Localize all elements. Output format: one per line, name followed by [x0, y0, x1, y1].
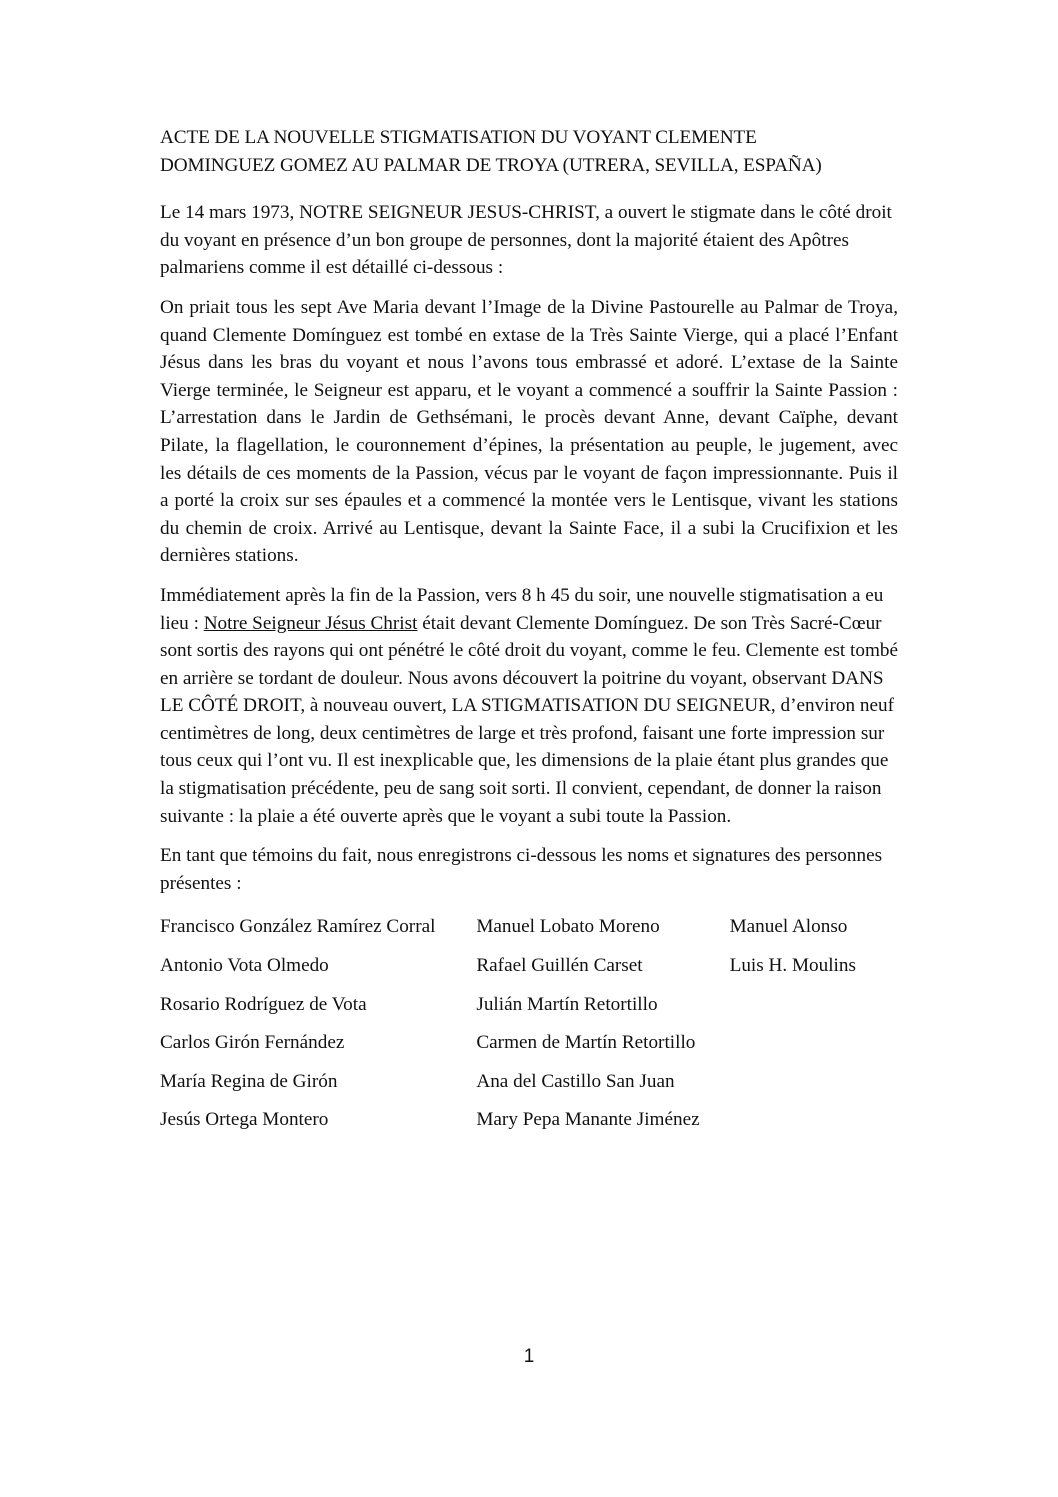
witness-name: Francisco González Ramírez Corral	[160, 916, 436, 938]
witness-row	[160, 913, 898, 952]
underlined-phrase: Notre Seigneur Jésus Christ	[203, 612, 418, 634]
witness-name: Rosario Rodríguez de Vota	[160, 993, 367, 1015]
witness-name: Rafael Guillén Carset	[476, 955, 643, 977]
witness-name: Julián Martín Retortillo	[476, 993, 658, 1015]
paragraph-passion: On priait tous les sept Ave Maria devant l’Image de la Divine Pastourelle au Palmar de Troya, quand Clemente Domínguez est tombé en extase de la Très Sainte Vierge, qui a placé l’Enfant Jésus dans les bras du voyant et nous l’avons tous embrassé et adoré. L’extase de la Sainte Vierge terminée, le Seigneur est apparu, et le voyant a commencé a souffrir la Sainte Passion : L’arrestation dans le Jardin de Gethsémani, le procès devant Anne, devant Caïphe, devant Pilate, la flagellation, le couronnement d’épines, la présentation au peuple, le jugement, avec les détails de ces moments de la Passion, vécus par le voyant de façon impressionnante. Puis il a porté la croix sur ses épaules et a commencé la montée vers le Lentisque, vivant les stations du chemin de croix. Arrivé au Lentisque, devant la Sainte Face, il a subi la Crucifixion et les dernières stations.	[160, 296, 898, 567]
paragraph-witnesses-intro: En tant que témoins du fait, nous enregistrons ci-dessous les noms et signatures des personnes présentes :	[160, 845, 883, 894]
paragraph-stigmatisation-start: Immédiatement après la fin de la Passion, vers 8 h 45 du soir, une nouvelle stigmatisation a eu lieu :	[160, 584, 884, 634]
document-page	[160, 124, 898, 1145]
witness-list	[160, 913, 898, 1145]
witness-name: Manuel Alonso	[729, 916, 848, 938]
witness-name: Mary Pepa Manante Jiménez	[476, 1109, 700, 1131]
page-number: 1	[523, 1346, 535, 1367]
witness-row	[160, 1029, 898, 1068]
witness-name: Ana del Castillo San Juan	[476, 1070, 675, 1092]
witness-name	[730, 1029, 898, 1068]
witness-name: Carlos Girón Fernández	[160, 1032, 345, 1054]
document-title: ACTE DE LA NOUVELLE STIGMATISATION DU VOYANT CLEMENTE DOMINGUEZ GOMEZ AU PALMAR DE TROYA (UTRERA, SEVILLA, ESPAÑA)	[160, 127, 822, 176]
witness-name	[730, 1068, 898, 1107]
witness-row	[160, 1068, 898, 1107]
witness-name: Antonio Vota Olmedo	[160, 955, 329, 977]
witness-row	[160, 952, 898, 991]
witness-row	[160, 1106, 898, 1145]
paragraph-stigmatisation-end: était devant Clemente Domínguez. De son Très Sacré-Cœur sont sortis des rayons qui ont pénétré le côté droit du voyant, comme le feu. Clemente est tombé en arrière se tordant de douleur. Nous avons découvert la poitrine du voyant, observant DANS LE CÔTÉ DROIT, à nouveau ouvert, LA STIGMATISATION DU SEIGNEUR, d’environ neuf centimètres de long, deux centimètres de large et très profond, faisant une forte impression sur tous ceux qui l’ont vu. Il est inexplicable que, les dimensions de la plaie étant plus grandes que la stigmatisation précédente, peu de sang soit sorti. Il convient, cependant, de donner la raison suivante : la plaie a été ouverte après que le voyant a subi toute la Passion.	[160, 612, 899, 827]
witness-name: María Regina de Girón	[160, 1070, 338, 1092]
witness-name	[730, 1106, 898, 1145]
witness-name	[730, 991, 898, 1030]
witness-name: Carmen de Martín Retortillo	[476, 1032, 696, 1054]
witness-name: Luis H. Moulins	[729, 955, 856, 977]
paragraph-intro: Le 14 mars 1973, NOTRE SEIGNEUR JESUS-CHRIST, a ouvert le stigmate dans le côté droit du voyant en présence d’un bon groupe de personnes, dont la majorité étaient des Apôtres palmariens comme il est détaillé ci-dessous :	[160, 202, 892, 279]
witness-name: Jesús Ortega Montero	[160, 1109, 329, 1131]
witness-row	[160, 991, 898, 1030]
paragraph-stigmatisation	[160, 582, 898, 830]
witness-name: Manuel Lobato Moreno	[476, 916, 660, 938]
